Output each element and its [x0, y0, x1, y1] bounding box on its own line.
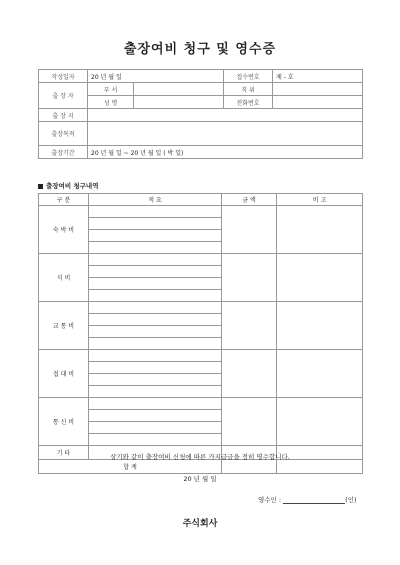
department-label: 부 서: [88, 83, 134, 96]
name-label: 성 명: [88, 96, 134, 109]
description-cell[interactable]: [89, 422, 222, 434]
section-title: [38, 181, 99, 190]
description-cell[interactable]: [89, 386, 222, 398]
receipt-no-value[interactable]: 제 - 호: [273, 70, 363, 83]
amount-cell[interactable]: [222, 398, 277, 446]
description-cell[interactable]: [89, 338, 222, 350]
description-cell[interactable]: [89, 362, 222, 374]
remarks-cell[interactable]: [277, 398, 363, 446]
detail-row: [39, 302, 363, 314]
description-cell[interactable]: [89, 314, 222, 326]
receipt-no-label: 접수번호: [224, 70, 273, 83]
amount-cell[interactable]: [222, 350, 277, 398]
destination-label: 출 장 지: [39, 109, 88, 122]
recipient-signature: [258, 495, 357, 504]
category-label: 숙 박 비: [39, 206, 89, 254]
document-title: 출장여비 청구 및 영수증: [123, 42, 277, 57]
description-cell[interactable]: [89, 254, 222, 266]
total-amount[interactable]: [222, 460, 277, 474]
detail-row: [39, 206, 363, 218]
remarks-cell[interactable]: [277, 254, 363, 302]
recipient-label: 영수인 :: [258, 496, 282, 504]
remarks-cell[interactable]: [277, 206, 363, 254]
remarks-cell[interactable]: [277, 302, 363, 350]
name-field[interactable]: [134, 96, 224, 109]
written-date-value[interactable]: 20 년 월 일: [88, 70, 224, 83]
misc-label: 기 타: [39, 446, 89, 460]
statement-date: 20 년 월 일: [183, 475, 217, 483]
description-cell[interactable]: [89, 218, 222, 230]
description-cell[interactable]: [89, 374, 222, 386]
description-cell[interactable]: [89, 350, 222, 362]
written-date-label: 작성일자: [39, 70, 88, 83]
description-cell[interactable]: [89, 398, 222, 410]
detail-row: [39, 254, 363, 266]
total-remarks[interactable]: [277, 460, 363, 474]
remarks-cell[interactable]: [277, 350, 363, 398]
square-bullet-icon: [38, 184, 43, 189]
description-cell[interactable]: [89, 326, 222, 338]
description-cell[interactable]: [89, 242, 222, 254]
amount-cell[interactable]: [222, 302, 277, 350]
description-cell[interactable]: [89, 302, 222, 314]
company-name: 주식회사: [182, 519, 218, 529]
period-label: 출장기간: [39, 146, 88, 159]
traveler-label: 출 장 자: [39, 83, 88, 109]
info-table: [38, 69, 363, 159]
description-cell[interactable]: [89, 290, 222, 302]
seal-mark: (인): [345, 496, 357, 504]
category-label: 접 대 비: [39, 350, 89, 398]
purpose-label: 출장목적: [39, 122, 88, 146]
header-description: 적 요: [89, 194, 222, 206]
description-cell[interactable]: [89, 278, 222, 290]
total-label: 합 계: [39, 460, 222, 474]
amount-cell[interactable]: [222, 206, 277, 254]
description-cell[interactable]: [89, 206, 222, 218]
destination-field[interactable]: [88, 109, 363, 122]
category-label: 식 비: [39, 254, 89, 302]
description-cell[interactable]: [89, 434, 222, 446]
detail-table: [38, 193, 363, 474]
description-cell[interactable]: [89, 410, 222, 422]
department-field[interactable]: [134, 83, 224, 96]
purpose-field[interactable]: [88, 122, 363, 146]
period-value[interactable]: 20 년 월 일 ~ 20 년 월 일 ( 박 일): [88, 146, 363, 159]
position-field[interactable]: [273, 83, 363, 96]
category-label: 통 신 비: [39, 398, 89, 446]
header-amount: 금 액: [222, 194, 277, 206]
section-title-text: 출장여비 청구내역: [46, 182, 99, 190]
recipient-signature-line[interactable]: [283, 497, 345, 504]
header-remarks: 비 고: [277, 194, 363, 206]
detail-row: [39, 350, 363, 362]
phone-label: 전화번호: [224, 96, 273, 109]
position-label: 직 위: [224, 83, 273, 96]
description-cell[interactable]: [89, 266, 222, 278]
detail-row: [39, 398, 363, 410]
header-category: 구 분: [39, 194, 89, 206]
statement-text: 상기와 같이 출장여비 신청에 따른 가지급금을 정히 영수합니다.: [110, 453, 290, 461]
category-label: 교 통 비: [39, 302, 89, 350]
amount-cell[interactable]: [222, 254, 277, 302]
description-cell[interactable]: [89, 230, 222, 242]
phone-field[interactable]: [273, 96, 363, 109]
